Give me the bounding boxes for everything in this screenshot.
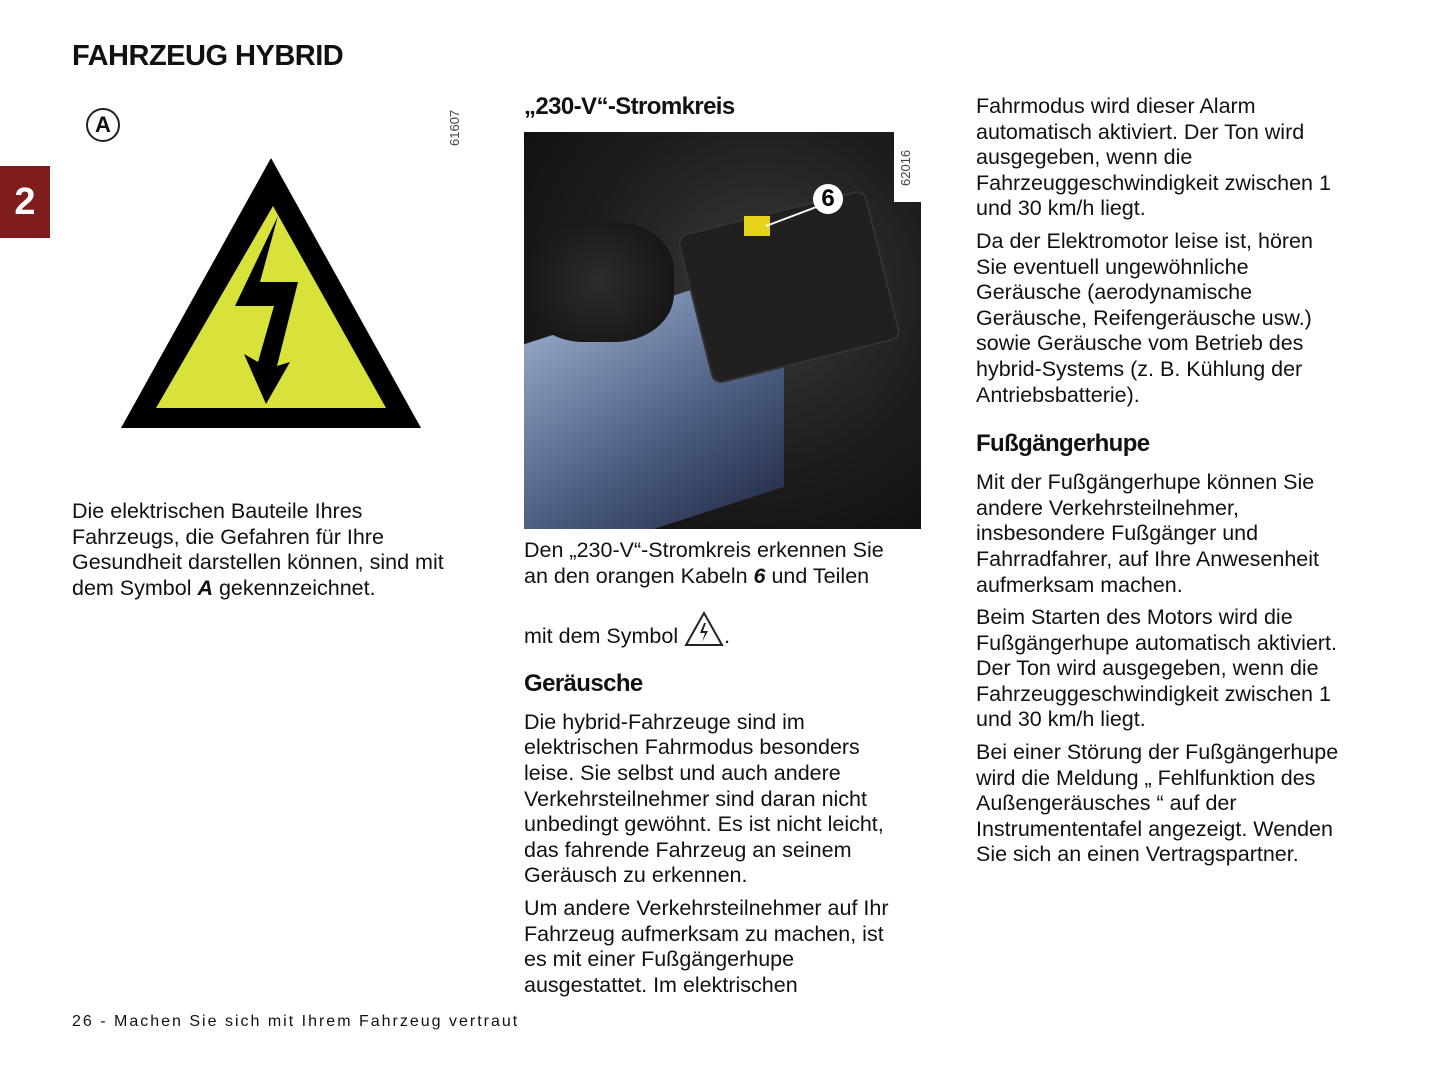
column-1 — [72, 499, 492, 608]
symbol-line-text: mit dem Symbol — [524, 624, 685, 649]
photo-code: 62016 — [898, 149, 913, 186]
intro-text-end: gekennzeichnet. — [213, 575, 376, 600]
heading-fussgaengerhupe: Fußgängerhupe — [976, 430, 1150, 458]
chapter-tab: 2 — [0, 166, 50, 238]
intro-paragraph — [72, 499, 492, 601]
circuit-text: Den „230-V“-Stromkreis erkennen Sie an den orangen Kabeln — [524, 538, 884, 588]
horn-paragraph: Mit der Fußgängerhupe können Sie andere Verkehrsteilnehmer, insbesondere Fußgänger und Fahrradfahrer, auf Ihre Anwesenheit aufmerksam machen. — [976, 470, 1320, 597]
horn-start-paragraph: Beim Starten des Motors wird die Fußgängerhupe automatisch aktiviert. Der Ton wird ausgegeben, wenn die Fahrzeuggeschwindigkeit zwischen 1 und 30 km/h liegt. — [976, 605, 1337, 732]
high-voltage-small-icon — [684, 611, 724, 647]
horn-intro-paragraph: Um andere Verkehrsteilnehmer auf Ihr Fahrzeug aufmerksam zu machen, ist es mit einer Fußgängerhupe ausgestattet. Im elektrischen — [524, 895, 889, 997]
heading-230v: „230-V“-Stromkreis — [524, 93, 735, 120]
heading-geraeusche: Geräusche — [524, 669, 643, 697]
column-2-text — [524, 538, 934, 1005]
horn-fault-paragraph: Bei einer Störung der Fußgängerhupe wird die Meldung „ Fehlfunktion des Außengeräusches “ auf der Instrumententafel angezeigt. Wenden Sie sich an einen Vertragspartner. — [976, 740, 1339, 867]
column-3 — [976, 94, 1396, 875]
figure-label-a: A — [86, 108, 120, 142]
figure-code: 61607 — [447, 109, 462, 146]
high-voltage-warning-icon — [118, 156, 424, 432]
period: . — [724, 624, 731, 649]
intro-text: Die elektrischen Bauteile Ihres Fahrzeugs, die Gefahren für Ihre Gesundheit darstellen können, sind mit dem Symbol — [72, 499, 444, 600]
section-heading-230v — [524, 93, 934, 121]
symbol-reference: A — [197, 575, 213, 600]
symbol-line — [524, 611, 934, 650]
noise-paragraph: Die hybrid-Fahrzeuge sind im elektrischen Fahrmodus besonders leise. Sie selbst und auch andere Verkehrsteilnehmer sind daran nicht unbedingt gewöhnt. Es ist nicht leicht, das fahrende Fahrzeug an seinem Geräusch zu erkennen. — [524, 709, 884, 888]
engine-bay-photo — [524, 132, 921, 529]
page-footer: 26 - Machen Sie sich mit Ihrem Fahrzeug vertraut — [72, 1013, 520, 1030]
circuit-paragraph — [524, 538, 934, 589]
page-title: FAHRZEUG HYBRID — [72, 40, 344, 72]
circuit-text-b: und Teilen — [765, 563, 870, 588]
photo-callout-6: 6 — [813, 184, 843, 214]
cable-reference: 6 — [753, 563, 766, 588]
motor-noise-paragraph: Da der Elektromotor leise ist, hören Sie eventuell ungewöhnliche Geräusche (aerodynamische Geräusche, Reifengeräusche usw.) sowie Geräusche vom Betrieb des hybrid-Systems (z. B. Kühlung der Antriebsbatterie). — [976, 228, 1313, 407]
alarm-paragraph: Fahrmodus wird dieser Alarm automatisch aktiviert. Der Ton wird ausgegeben, wenn die Fahrzeuggeschwindigkeit zwischen 1 und 30 km/h liegt. — [976, 94, 1331, 221]
